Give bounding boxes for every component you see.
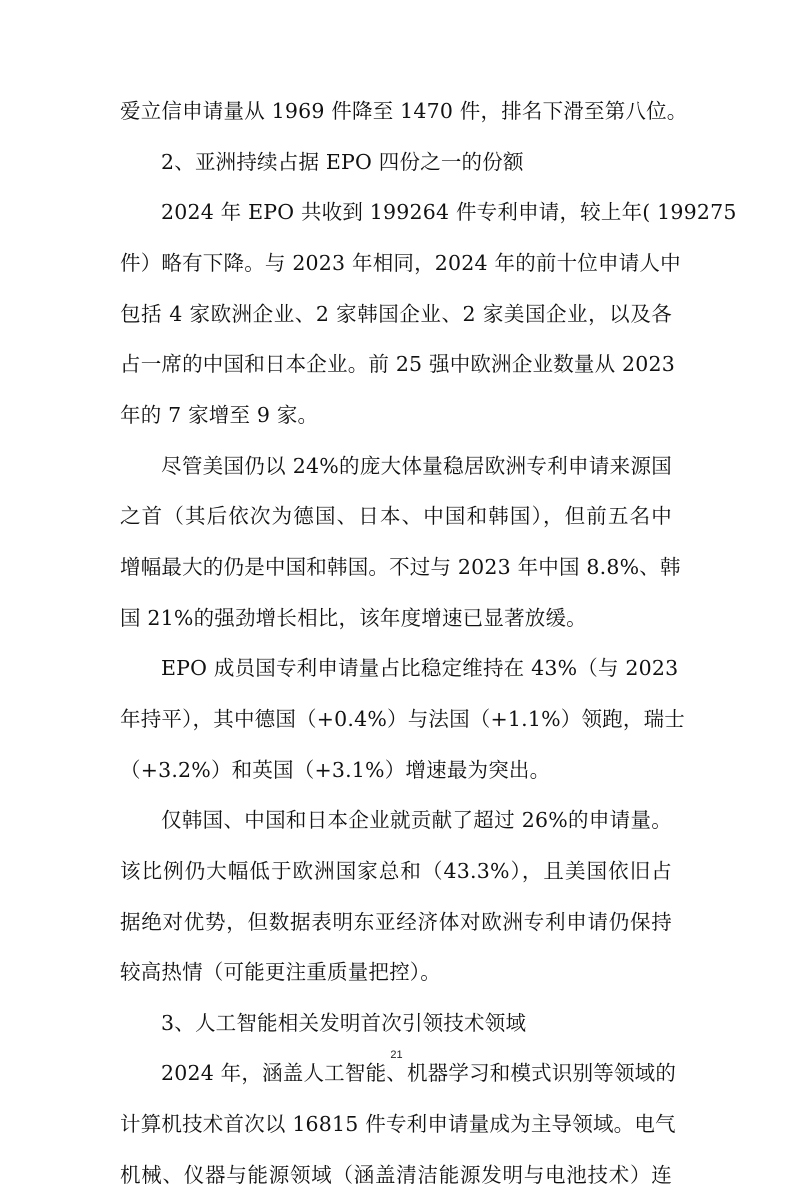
text-line: 据绝对优势，但数据表明东亚经济体对欧洲专利申请仍保持 [120,910,672,934]
text-line: 2024 年 EPO 共收到 199264 件专利申请，较上年( 199275 [161,200,737,224]
section-heading: 3、人工智能相关发明首次引领技术领域 [161,1011,527,1035]
text-line: 包括 4 家欧洲企业、2 家韩国企业、2 家美国企业，以及各 [120,302,672,326]
page-number: 21 [390,1049,403,1061]
text-line: 增幅最大的仍是中国和韩国。不过与 2023 年中国 8.8%、韩 [120,555,681,579]
text-line: 国 21%的强劲增长相比，该年度增速已显著放缓。 [120,606,587,630]
text-line: 计算机技术首次以 16815 件专利申请量成为主导领域。电气 [120,1112,676,1136]
text-line: 2024 年，涵盖人工智能、机器学习和模式识别等领域的 [161,1061,677,1085]
section-heading: 2、亚洲持续占据 EPO 四份之一的份额 [161,150,524,174]
text-line: 件）略有下降。与 2023 年相同，2024 年的前十位申请人中 [120,251,681,275]
text-line: （+3.2%）和英国（+3.1%）增速最为突出。 [120,758,551,782]
text-line: 机械、仪器与能源领域（涵盖清洁能源发明与电池技术）连 [120,1163,672,1187]
text-line: 年持平），其中德国（+0.4%）与法国（+1.1%）领跑，瑞士 [120,707,685,731]
text-line: 较高热情（可能更注重质量把控）。 [120,960,441,984]
text-line: 仅韩国、中国和日本企业就贡献了超过 26%的申请量。 [161,808,672,832]
text-line: EPO 成员国专利申请量占比稳定维持在 43%（与 2023 [161,656,679,680]
text-line: 爱立信申请量从 1969 件降至 1470 件，排名下滑至第八位。 [120,99,688,123]
text-line: 年的 7 家增至 9 家。 [120,403,319,427]
text-line: 占一席的中国和日本企业。前 25 强中欧洲企业数量从 2023 [120,352,676,376]
text-line: 尽管美国仍以 24%的庞大体量稳居欧洲专利申请来源国 [161,454,672,478]
text-line: 之首（其后依次为德国、日本、中国和韩国），但前五名中 [120,504,672,528]
text-line: 该比例仍大幅低于欧洲国家总和（43.3%），且美国依旧占 [120,859,672,883]
